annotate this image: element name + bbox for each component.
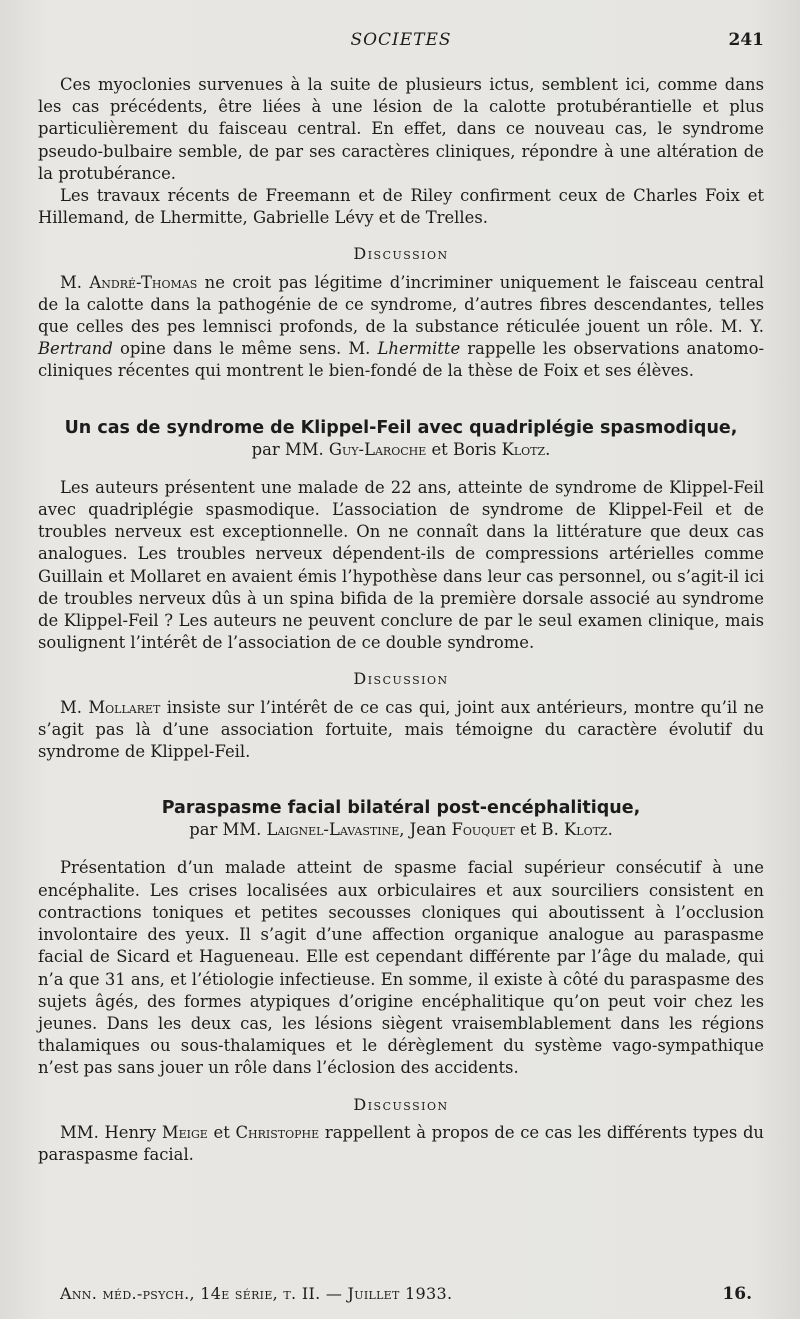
byline-conj: et B. [514,820,565,840]
discussion-paragraph [38,1122,764,1166]
speaker-name: André-Thomas [89,272,198,292]
discussion-paragraph [38,697,764,764]
discussion-heading: Discussion [353,1094,449,1114]
speaker-title: M. [60,272,82,292]
discussion-paragraph [38,272,764,383]
article-title: Paraspasme facial bilatéral post-encéphalitique, [161,798,641,819]
speaker-name: Mollaret [88,697,161,717]
author-name: Klotz. [564,820,613,840]
page-number: 241 [728,30,764,50]
byline-prefix: par MM. [189,820,267,840]
discussion-text: insiste sur l’intérêt de ce cas qui, joint aux antérieurs, montre qu’il ne s’agit pas là d’une association fortuite, mais témoigne du caractère évolutif du syndrome de Klippel-Feil. [38,697,764,762]
speaker-title: M. [60,697,82,717]
discussion-text: rappellent à propos de ce cas les différents types du paraspasme facial. [38,1122,764,1164]
discussion-text: ne croit pas légitime d’incriminer uniquement le faisceau central de la calotte dans la pathogénie de ce syndrome, d’autres fibres descendantes, telles que celles des pes lemnisci profonds, de la substance réticulée jouent un rôle. M. Y. [38,272,764,337]
discussion-prefix: MM. Henry [60,1122,162,1142]
author-name: Laignel-Lavastine, [266,820,405,840]
running-title: SOCIETES [350,30,452,50]
page-footer [60,1284,752,1308]
paragraph: Présentation d’un malade atteint de spasme facial supérieur consécutif à une encéphalite. Les crises localisées aux orbiculaires et aux sourciliers consistent en contractions toniques et petites secousses cloniques qui aboutissent à l’occlusion involontaire des yeux. Il s’agit d’une affection organique analogue au paraspasme facial de Sicard et Hagueneau. Elle est cependant différente par l’âge du malade, qui n’a que 31 ans, et l’étiologie infectieuse. En somme, il existe à côté du paraspasme des sujets âgés, des formes atypiques d’origine encéphalitique qu’on peut voir chez les jeunes. Dans les deux cas, les lésions siègent vraisemblablement dans les régions thalamiques ou sous-thalamiques et le dérèglement du système vago-sympathique n’est pas sans jouer un rôle dans l’éclosion des accidents. [38,858,764,1078]
paragraph: Les travaux récents de Freemann et de Riley confirment ceux de Charles Foix et Hillemand, de Lhermitte, Gabrielle Lévy et de Trelles. [38,186,764,228]
paragraph: Les auteurs présentent une malade de 22 ans, atteinte de syndrome de Klippel-Feil avec quadriplégie spasmodique. L’association de syndrome de Klippel-Feil et de troubles nerveux est exceptionnelle. On ne connaît dans la littérature que deux cas analogues. Les troubles nerveux dépendent-ils de compressions artérielles comme Guillain et Mollaret en avaient émis l’hypothèse dans leur cas personnel, ou s’agit-il ici de troubles nerveux dûs à un spina bifida de la première dorsale associé au syndrome de Klippel-Feil ? Les auteurs ne peuvent conclure de par le seul examen clinique, mais soulignent l’intérêt de l’association de ce double syndrome. [38,477,764,653]
author-name: Klotz. [501,439,551,459]
cited-name: Lhermitte [377,339,461,359]
discussion-text: rappelle les observations anatomo-cliniques récentes qui montrent le bien-fondé de la thèse de Foix et ses élèves. [38,339,764,381]
discussion-heading: Discussion [353,244,449,264]
paragraph: Ces myoclonies survenues à la suite de plusieurs ictus, semblent ici, comme dans les cas précédents, être liées à une lésion de la calotte protubérantielle et plus particulièrement du faisceau central. En effet, dans ce nouveau cas, le syndrome pseudo-bulbaire semble, de par ses caractères cliniques, répondre à une altération de la protubérance. [38,75,764,183]
article-body [38,74,764,1166]
author-name: Guy-Laroche [328,439,427,459]
author-name: Fouquet [451,820,515,840]
speaker-name: Christophe [235,1122,320,1142]
byline-prefix: par MM. [251,439,329,459]
sheet-number: 16. [722,1284,752,1304]
speaker-name: Meige [161,1122,208,1142]
page-header [38,30,764,56]
byline-conj: Jean [404,820,452,840]
discussion-text: opine dans le même sens. M. [112,339,378,359]
article-byline [38,439,764,461]
article-byline [38,819,764,841]
discussion-heading: Discussion [353,669,449,689]
cited-name: Bertrand [38,339,113,359]
article-title: Un cas de syndrome de Klippel-Feil avec quadriplégie spasmodique, [64,417,738,438]
byline-conj: et Boris [426,439,502,459]
journal-reference: Ann. méd.-psych., 14e série, t. II. — Juillet 1933. [60,1284,453,1303]
discussion-conj: et [207,1122,236,1142]
